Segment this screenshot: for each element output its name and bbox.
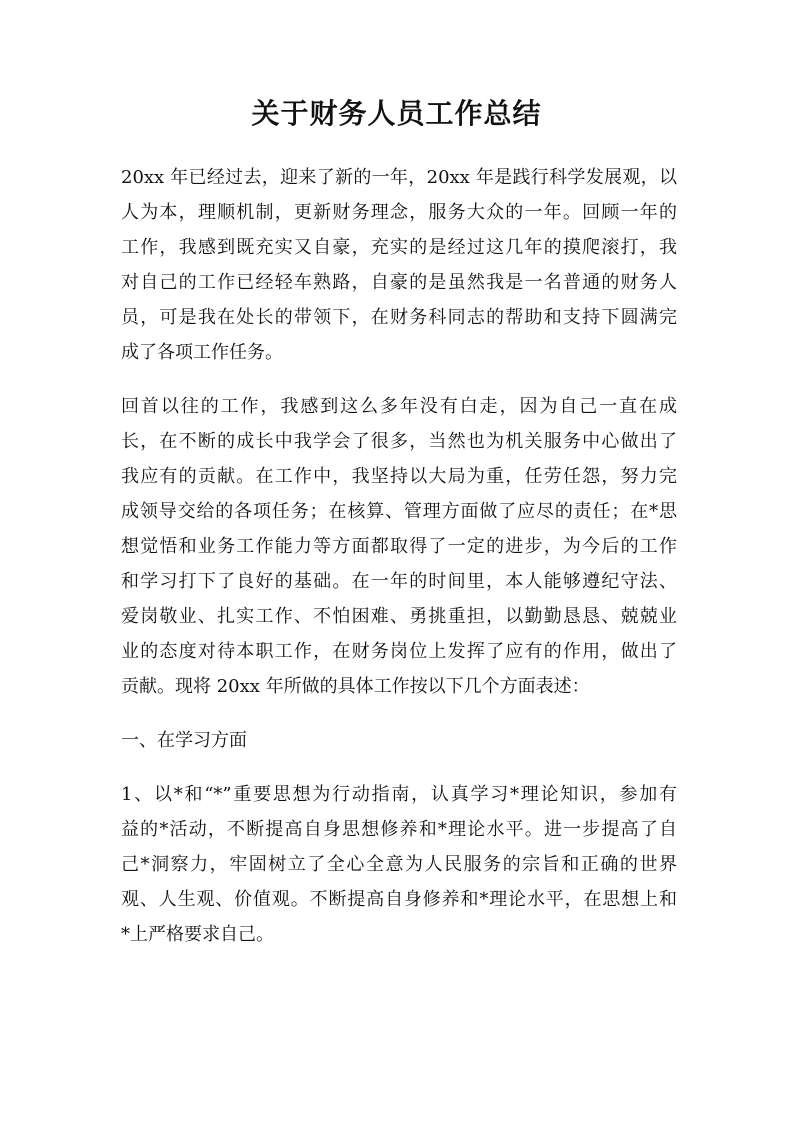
text-line: 己*洞察力，牢固树立了全心全意为人民服务的宗旨和正确的世界 xyxy=(121,854,677,875)
text-line: 回首以往的工作，我感到这么多年没有白走，因为自己一直在成 xyxy=(121,396,677,417)
text-line: 和学习打下了良好的基础。在一年的时间里，本人能够遵纪守法、 xyxy=(121,571,677,592)
text-line: 成了各项工作任务。 xyxy=(121,342,283,363)
text-line: 爱岗敬业、扎实工作、不怕困难、勇挑重担，以勤勤恳恳、兢兢业 xyxy=(121,606,677,627)
text-line: 员，可是我在处长的带领下，在财务科同志的帮助和支持下圆满完 xyxy=(121,307,677,328)
text-line: 长，在不断的成长中我学会了很多，当然也为机关服务中心做出了 xyxy=(121,431,677,452)
paragraph-1 xyxy=(121,160,677,370)
text-line: 对自己的工作已经轻车熟路，自豪的是虽然我是一名普通的财务人 xyxy=(121,272,677,293)
text-line: 想觉悟和业务工作能力等方面都取得了一定的进步，为今后的工作 xyxy=(121,536,677,557)
text-line: 观、人生观、价值观。不断提高自身修养和*理论水平，在思想上和 xyxy=(121,889,677,910)
text-line: 20xx 年已经过去，迎来了新的一年，20xx 年是践行科学发展观，以 xyxy=(121,167,677,188)
section-heading xyxy=(121,723,677,758)
paragraph-2 xyxy=(121,389,677,704)
text-line: 我应有的贡献。在工作中，我坚持以大局为重，任劳任怨，努力完 xyxy=(121,466,677,487)
text-line: *上严格要求自己。 xyxy=(121,924,274,945)
text-line: 工作，我感到既充实又自豪，充实的是经过这几年的摸爬滚打，我 xyxy=(121,237,677,258)
text-line: 一、在学习方面 xyxy=(121,730,247,751)
paragraph-3 xyxy=(121,777,677,952)
document-title: 关于财务人员工作总结 xyxy=(251,97,542,130)
text-line: 1、以*和“*”重要思想为行动指南，认真学习*理论知识，参加有 xyxy=(121,784,677,805)
document-body xyxy=(121,160,677,971)
text-line: 贡献。现将 20xx 年所做的具体工作按以下几个方面表述： xyxy=(121,676,590,697)
text-line: 人为本，理顺机制，更新财务理念，服务大众的一年。回顾一年的 xyxy=(121,202,677,223)
text-line: 业的态度对待本职工作，在财务岗位上发挥了应有的作用，做出了 xyxy=(121,641,677,662)
text-line: 益的*活动，不断提高自身思想修养和*理论水平。进一步提高了自 xyxy=(121,819,677,840)
text-line: 成领导交给的各项任务；在核算、管理方面做了应尽的责任；在*思 xyxy=(121,501,677,522)
